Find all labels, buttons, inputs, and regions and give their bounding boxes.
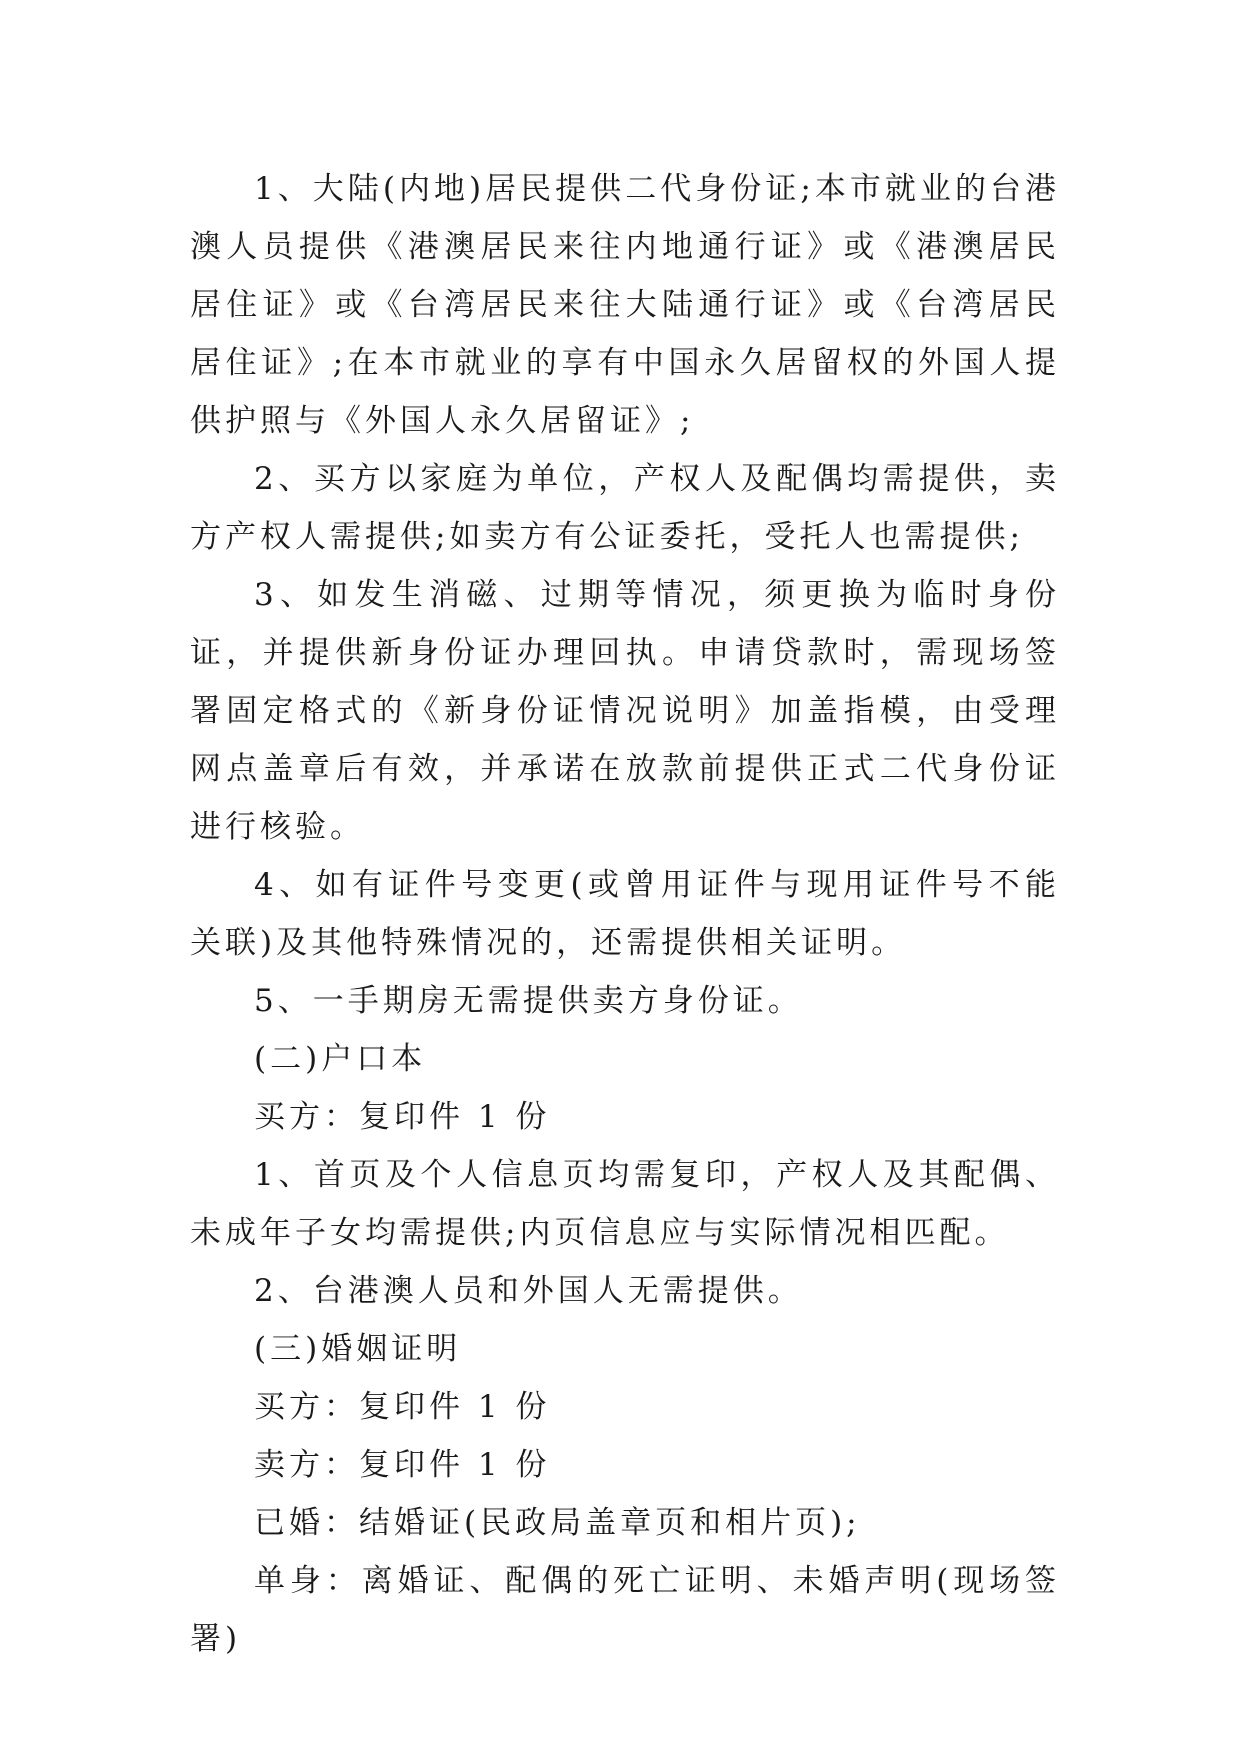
id-card-requirement-2: 2、买方以家庭为单位，产权人及配偶均需提供，卖方产权人需提供;如卖方有公证委托，受托人也需提供;: [190, 461, 1060, 555]
marriage-proof-seller: 卖方：复印件 1 份: [254, 1447, 551, 1483]
household-register-requirement-2: 2、台港澳人员和外国人无需提供。: [254, 1273, 803, 1309]
household-register-buyer: 买方：复印件 1 份: [254, 1099, 551, 1135]
id-card-requirement-3: 3、如发生消磁、过期等情况，须更换为临时身份证，并提供新身份证办理回执。申请贷款时，需现场签署固定格式的《新身份证情况说明》加盖指模，由受理网点盖章后有效，并承诺在放款前提供正式二代身份证进行核验。: [190, 577, 1060, 845]
id-card-requirement-4: 4、如有证件号变更(或曾用证件与现用证件号不能关联)及其他特殊情况的，还需提供相关证明。: [190, 867, 1060, 961]
marriage-proof-married: 已婚：结婚证(民政局盖章页和相片页);: [254, 1505, 861, 1541]
section-heading-household-register: (二)户口本: [254, 1041, 427, 1077]
id-card-requirement-1: 1、大陆(内地)居民提供二代身份证;本市就业的台港澳人员提供《港澳居民来往内地通行证》或《港澳居民居住证》或《台湾居民来往大陆通行证》或《台湾居民居住证》;在本市就业的享有中国永久居留权的外国人提供护照与《外国人永久居留证》;: [190, 171, 1060, 439]
section-heading-marriage-proof: (三)婚姻证明: [254, 1331, 462, 1367]
marriage-proof-single: 单身：离婚证、配偶的死亡证明、未婚声明(现场签署): [190, 1563, 1060, 1657]
marriage-proof-buyer: 买方：复印件 1 份: [254, 1389, 551, 1425]
id-card-requirement-5: 5、一手期房无需提供卖方身份证。: [254, 983, 803, 1019]
household-register-requirement-1: 1、首页及个人信息页均需复印，产权人及其配偶、未成年子女均需提供;内页信息应与实际情况相匹配。: [190, 1157, 1060, 1251]
document-page: [190, 160, 1060, 1668]
